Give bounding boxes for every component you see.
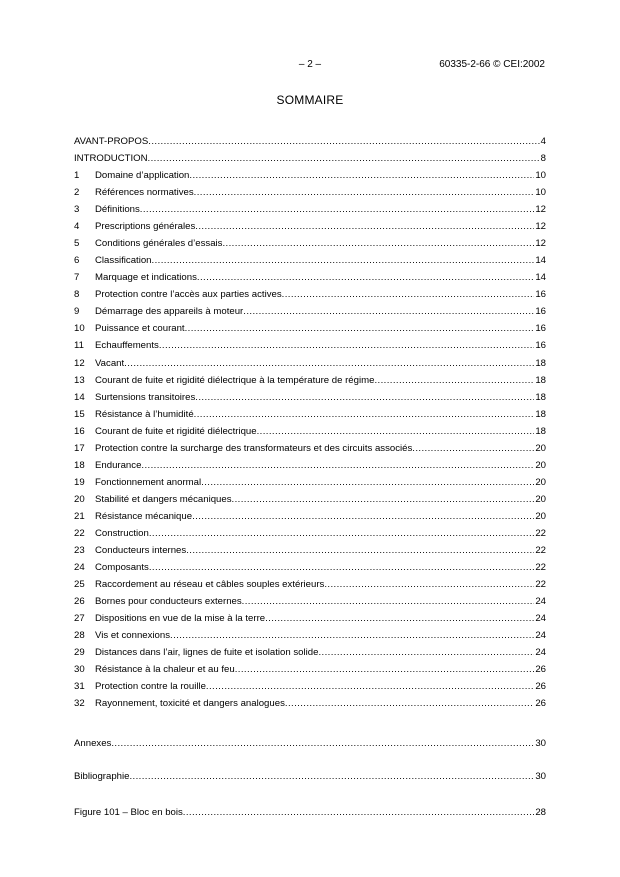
toc-entry-figure[interactable] [74,804,546,821]
entry-title: Protection contre la rouille [95,681,206,693]
entry-title: Références normatives [95,187,194,199]
toc-entry-clause[interactable] [74,627,546,644]
dot-leader [232,491,535,508]
clause-number: 10 [74,323,85,335]
dot-leader [206,678,534,695]
clause-number: 6 [74,255,80,267]
toc-entry-clause[interactable] [74,644,546,661]
page-reference: 14 [535,255,546,267]
clause-number: 14 [74,391,85,403]
clause-number: 32 [74,698,85,710]
toc-entry-clause[interactable] [74,457,546,474]
toc-entry-clause[interactable] [74,184,546,201]
page-reference: 24 [535,647,546,659]
dot-leader [257,423,535,440]
entry-title: Stabilité et dangers mécaniques [95,493,232,505]
clause-number: 13 [74,374,85,386]
entry-title: Marquage et indications [95,272,197,284]
entry-title: Conditions générales d’essais [95,238,223,250]
toc-entry-clause[interactable] [74,269,546,286]
dot-leader [148,133,539,150]
page-reference: 24 [535,596,546,608]
toc-entry-clause[interactable] [74,303,546,320]
entry-title: Courant de fuite et rigidité diélectrique à la température de régime [95,374,375,386]
clause-number: 16 [74,425,85,437]
toc-entry-clause[interactable] [74,559,546,576]
entry-title: Construction [95,527,149,539]
clause-number: 12 [74,357,85,369]
toc-entry-clause[interactable] [74,372,546,389]
clause-number: 26 [74,596,85,608]
toc-entry-clause[interactable] [74,167,546,184]
clause-number: 28 [74,630,85,642]
toc-entry-clause[interactable] [74,218,546,235]
entry-title: Vacant [95,357,125,369]
entry-title: Démarrage des appareils à moteur [95,306,244,318]
dot-leader [374,372,534,389]
page-reference: 28 [535,807,546,818]
entry-title: Raccordement au réseau et câbles souples extérieurs [95,579,325,591]
clause-number: 19 [74,476,85,488]
toc-entry-clause[interactable] [74,610,546,627]
toc-figures [74,804,546,821]
page-number: – 2 – [298,59,322,70]
entry-title: Prescriptions générales [95,221,196,233]
page-title: SOMMAIRE [276,93,344,107]
page-reference: 18 [535,391,546,403]
page-reference: 30 [535,771,546,782]
page-reference: 12 [535,221,546,233]
toc-front-matter [74,133,546,167]
clause-number: 25 [74,579,85,591]
clause-number: 3 [74,204,80,216]
dot-leader [194,406,535,423]
toc-entry-clause[interactable] [74,491,546,508]
dot-leader [185,320,535,337]
dot-leader [197,269,534,286]
entry-title: Surtensions transitoires [95,391,196,403]
page-reference: 20 [535,493,546,505]
clause-number: 4 [74,221,80,233]
clause-number: 20 [74,493,85,505]
dot-leader [140,201,535,218]
document-reference: 60335-2-66 © CEI:2002 [439,59,545,70]
toc-entry-annexes[interactable] [74,735,546,752]
toc-entry-clause[interactable] [74,406,546,423]
page-reference: 20 [535,476,546,488]
page-reference: 18 [535,408,546,420]
page-reference: 12 [535,238,546,250]
entry-title: Annexes [74,738,112,749]
dot-leader [149,525,534,542]
page-reference: 20 [535,459,546,471]
toc-entry-clause[interactable] [74,389,546,406]
entry-title: Résistance à l’humidité [95,408,194,420]
entry-title: Classification [95,255,152,267]
entry-title: Endurance [95,459,142,471]
toc-entry-clause[interactable] [74,542,546,559]
clause-number: 5 [74,238,80,250]
page-reference: 16 [535,323,546,335]
entry-title: Fonctionnement anormal [95,476,202,488]
entry-title: Bornes pour conducteurs externes [95,596,242,608]
page-reference: 18 [535,357,546,369]
entry-title: Puissance et courant [95,323,185,335]
dot-leader [124,355,534,372]
toc-clauses [74,167,546,713]
dot-leader [111,735,534,752]
entry-title: Dispositions en vue de la mise à la terre [95,613,266,625]
clause-number: 17 [74,442,85,454]
toc-entry-clause[interactable] [74,661,546,678]
toc-entry-clause[interactable] [74,201,546,218]
clause-number: 23 [74,545,85,557]
dot-leader [243,303,534,320]
toc-entry-clause[interactable] [74,678,546,695]
toc-entry-clause[interactable] [74,320,546,337]
dot-leader [149,559,534,576]
dot-leader [189,167,534,184]
dot-leader [148,150,540,167]
page-reference: 26 [535,698,546,710]
entry-title: AVANT-PROPOS [74,136,149,147]
toc-entry-clause[interactable] [74,235,546,252]
toc-entry-clause[interactable] [74,508,546,525]
entry-title: Figure 101 – Bloc en bois [74,807,183,818]
page-reference: 12 [535,204,546,216]
dot-leader [285,695,534,712]
toc-entry-clause[interactable] [74,423,546,440]
page-reference: 18 [535,374,546,386]
toc-bibliography [74,768,546,785]
page-reference: 26 [535,681,546,693]
toc-annexes [74,735,546,752]
toc-entry-clause[interactable] [74,593,546,610]
clause-number: 21 [74,510,85,522]
dot-leader [318,644,534,661]
dot-leader [242,593,535,610]
page-reference: 22 [535,562,546,574]
toc-entry[interactable] [74,150,546,167]
page-reference: 26 [535,664,546,676]
entry-title: Définitions [95,204,140,216]
clause-number: 22 [74,527,85,539]
clause-number: 8 [74,289,80,301]
clause-number: 31 [74,681,85,693]
toc-entry-bibliography[interactable] [74,768,546,785]
toc-entry-clause[interactable] [74,355,546,372]
entry-title: Domaine d’application [95,170,190,181]
entry-title: Echauffements [95,340,159,352]
clause-number: 9 [74,306,80,318]
page-reference: 24 [535,630,546,642]
dot-leader [195,218,534,235]
dot-leader [201,474,534,491]
dot-leader [183,804,535,821]
dot-leader [265,610,534,627]
toc-entry-clause[interactable] [74,252,546,269]
entry-title: INTRODUCTION [74,153,148,165]
entry-title: Conducteurs internes [95,545,187,557]
page-reference: 22 [535,579,546,591]
page-reference: 20 [535,510,546,522]
clause-number: 15 [74,408,85,420]
clause-number: 30 [74,664,85,676]
dot-leader [170,627,534,644]
dot-leader [152,252,535,269]
dot-leader [235,661,535,678]
toc-entry-clause[interactable] [74,440,546,457]
dot-leader [159,337,535,354]
entry-title: Bibliographie [74,771,130,782]
entry-title: Composants [95,562,149,574]
entry-title: Vis et connexions [95,630,171,642]
toc-entry-clause[interactable] [74,695,546,712]
entry-title: Distances dans l’air, lignes de fuite et isolation solide [95,647,319,659]
toc-entry-clause[interactable] [74,286,546,303]
page-reference: 10 [535,170,546,181]
entry-title: Résistance mécanique [95,510,193,522]
clause-number: 27 [74,613,85,625]
dot-leader [412,440,534,457]
page-reference: 24 [535,613,546,625]
entry-title: Rayonnement, toxicité et dangers analogues [95,698,285,710]
dot-leader [324,576,534,593]
entry-title: Courant de fuite et rigidité diélectrique [95,425,257,437]
dot-leader [194,184,535,201]
toc-entry-clause[interactable] [74,337,546,354]
toc-entry-clause[interactable] [74,525,546,542]
page-reference: 30 [535,738,546,749]
page-reference: 18 [535,425,546,437]
entry-title: Protection contre la surcharge des transformateurs et des circuits associés [95,442,413,454]
clause-number: 11 [74,340,84,352]
page-reference: 16 [535,306,546,318]
page-reference: 20 [535,442,546,454]
dot-leader [129,768,534,785]
clause-number: 7 [74,272,80,284]
clause-number: 2 [74,187,80,199]
toc-entry-clause[interactable] [74,474,546,491]
clause-number: 1 [74,170,80,181]
entry-title: Protection contre l’accès aux parties actives [95,289,282,301]
page-reference: 4 [540,136,546,147]
page-reference: 8 [540,153,546,165]
clause-number: 18 [74,459,85,471]
entry-title: Résistance à la chaleur et au feu [95,664,235,676]
page-reference: 16 [535,289,546,301]
clause-number: 29 [74,647,85,659]
dot-leader [222,235,534,252]
toc-entry-clause[interactable] [74,576,546,593]
toc-entry[interactable] [74,133,546,150]
page-reference: 14 [535,272,546,284]
page-reference: 22 [535,545,546,557]
clause-number: 24 [74,562,85,574]
dot-leader [141,457,534,474]
dot-leader [186,542,534,559]
page-reference: 22 [535,527,546,539]
dot-leader [282,286,535,303]
page-reference: 16 [535,340,546,352]
page-reference: 10 [535,187,546,199]
dot-leader [195,389,534,406]
dot-leader [192,508,534,525]
